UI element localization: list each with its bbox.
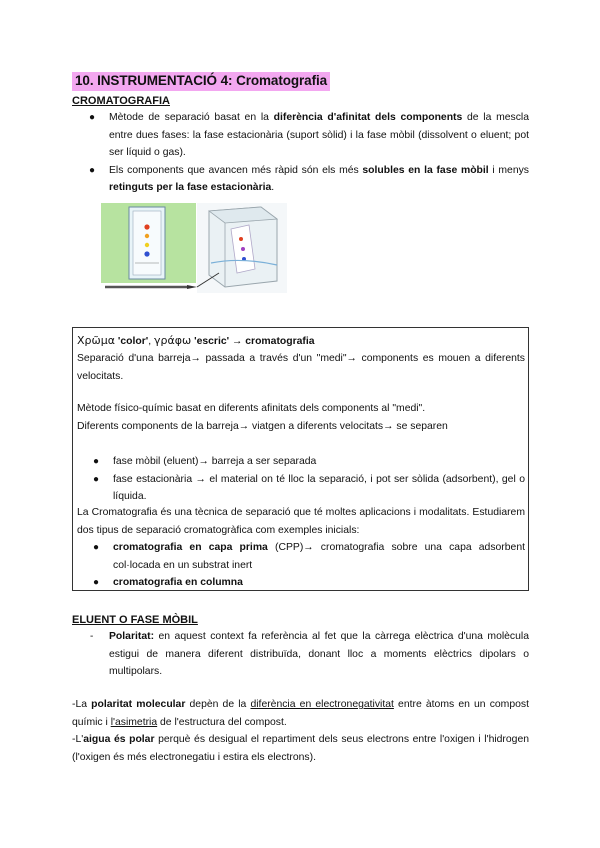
list-item	[93, 574, 525, 592]
text-span: de la mescla entre dues fases: la fase estacionària (suport sòlid) i la fase mòbil (dissolvent o eluent; pot ser líquid o gas).	[109, 112, 529, 158]
bold-text: cromatografia en capa prima	[113, 542, 268, 553]
dash-marker: -	[90, 631, 94, 642]
section-heading-eluent: ELUENT O FASE MÒBIL	[72, 614, 198, 626]
phases-bullet-list	[93, 453, 525, 506]
bold-text: Polaritat:	[109, 631, 155, 642]
greek-word: Χρῶμα	[77, 334, 115, 347]
bold-text: cromatografia	[245, 336, 315, 347]
text-span: Mètode de separació basat en la	[109, 112, 274, 123]
cromatografia-bullet-list	[89, 109, 529, 197]
bold-text: polaritat molecular	[91, 699, 186, 710]
eluent-dash-list	[90, 628, 529, 681]
list-item	[93, 453, 525, 471]
bullet-icon: ●	[93, 542, 100, 553]
box-paragraph-4: La Cromatografia és una tècnica de separació que té moltes aplicacions i modalitats. Estudiarem dos tipus de separació cromatogràfica com exemples inicials:	[77, 507, 525, 536]
underlined-text: diferència en electronegativitat	[250, 699, 394, 710]
text-span: ,	[148, 336, 154, 347]
text-span: -La	[72, 699, 92, 710]
bullet-icon: ●	[93, 473, 100, 485]
bold-text: cromatografia en columna	[113, 577, 243, 588]
page-title: 10. INSTRUMENTACIÓ 4: Cromatografia	[72, 72, 330, 91]
text-span: fase mòbil (eluent)→ barreja a ser separada	[113, 456, 317, 467]
polarity-paragraph	[72, 696, 529, 731]
etymology-line	[77, 332, 525, 351]
bold-text: aigua és polar	[83, 734, 155, 745]
box-paragraph-1: Separació d'una barreja→ passada a través d'un "medi"→ components es mouen a diferents velocitats.	[77, 353, 525, 382]
box-paragraph-2: Mètode físico-químic basat en diferents afinitats dels components al "medi".	[77, 403, 426, 414]
text-span: -L'	[72, 734, 84, 745]
box-paragraph-3: Diferents components de la barreja→ viatgen a diferents velocitats→ se separen	[77, 421, 448, 432]
bullet-icon: ●	[89, 164, 96, 176]
text-span: (CPP)→ cromatografia sobre una capa adsorbent col·locada en un substrat inert	[113, 542, 525, 571]
list-item	[93, 471, 525, 506]
list-item	[90, 628, 529, 681]
etymology-definition-box	[72, 327, 529, 591]
text-span: fase estacionària → el material on té lloc la separació, i pot ser sòlida (adsorbent), gel o líquida.	[113, 473, 525, 502]
section-heading-cromatografia: CROMATOGRAFIA	[72, 95, 170, 107]
list-item	[89, 162, 529, 197]
bullet-icon: ●	[93, 577, 100, 588]
bold-text: 'escric'	[191, 336, 230, 347]
bold-text: retinguts per la fase estacionària	[109, 182, 272, 193]
underlined-text: l'asimetria	[110, 716, 158, 728]
types-bullet-list	[93, 539, 525, 592]
arrow-text: →	[229, 336, 246, 347]
bold-text: diferència d'afinitat dels components	[273, 112, 463, 123]
text-span: i menys	[488, 164, 529, 176]
water-paragraph	[72, 731, 529, 766]
text-span: en aquest context fa referència al fet que la càrrega elèctrica d'una molècula estigui de manera diferent distribuïda, donant lloc a moments elèctrics dipolars o multipolars.	[109, 631, 529, 677]
list-item	[89, 109, 529, 162]
text-span: perquè és desigual el repartiment dels seus electrons entre l'oxigen i l'hidrogen (l'oxigen és més electronegatiu i estira els electrons).	[72, 734, 530, 763]
text-span: .	[271, 182, 275, 193]
text-span: de l'estructura del compost.	[157, 716, 287, 728]
bold-text: solubles en la fase mòbil	[362, 164, 489, 176]
text-span: depèn de la	[185, 699, 251, 710]
list-item	[93, 539, 525, 574]
text-span: Els components que avancen més ràpid són els més	[109, 164, 363, 176]
bullet-icon: ●	[93, 456, 100, 467]
bullet-icon: ●	[89, 112, 96, 123]
bold-text: 'color'	[114, 336, 149, 347]
greek-word: γράφω	[154, 334, 192, 347]
chromatography-illustration	[101, 203, 287, 293]
text-span: entre àtoms en un compost químic i	[72, 699, 529, 728]
